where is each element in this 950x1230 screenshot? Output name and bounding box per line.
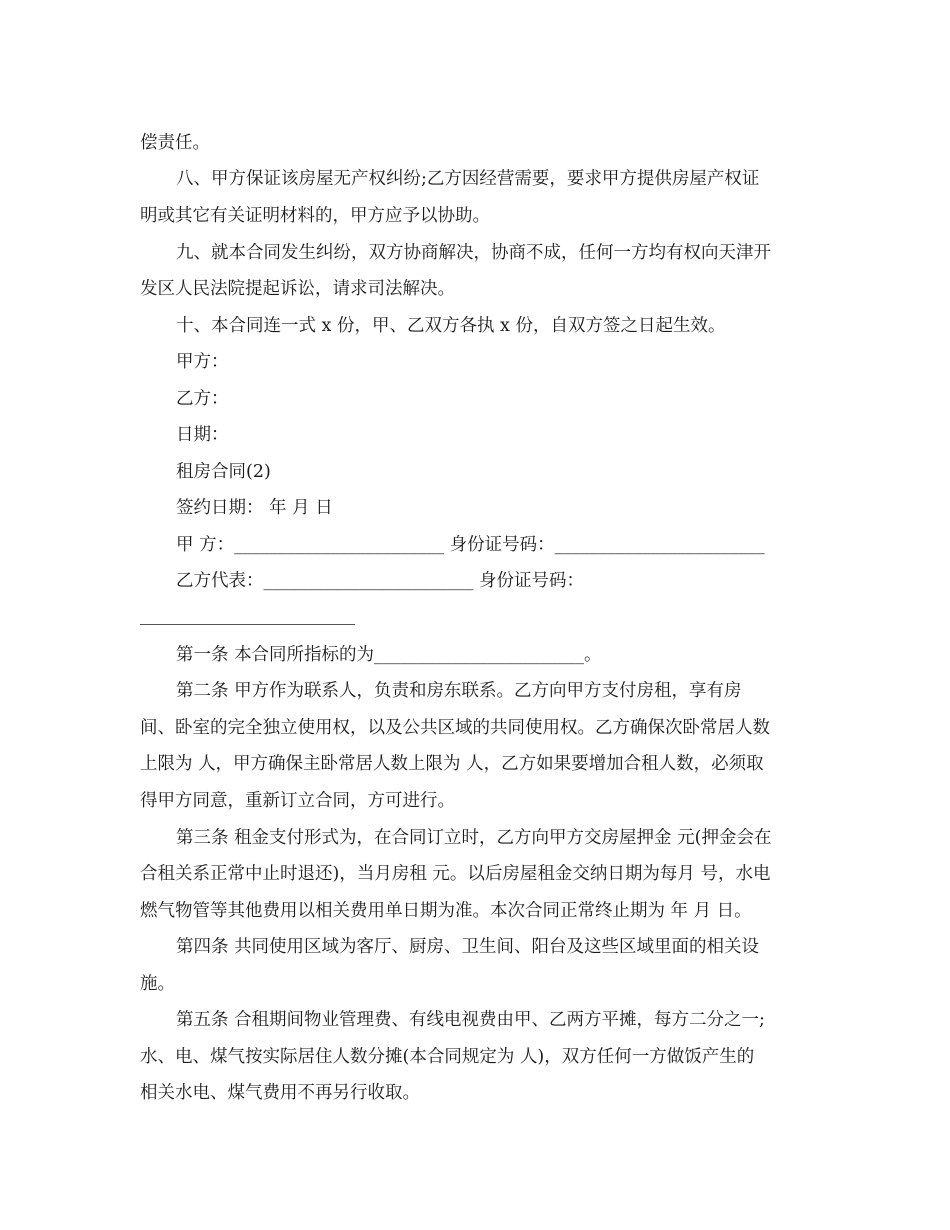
blank-underline [140,624,355,625]
party-b-label: 乙方： [176,389,229,409]
article-3-line-3: 燃气物管等其他费用以相关费用单日期为准。本次合同正常终止期为 年 月 日。 [140,901,752,921]
article-2-line-1: 第二条 甲方作为联系人，负责和房东联系。乙方向甲方支付房租，享有房 [176,681,742,701]
article-4-line-1: 第四条 共同使用区域为客厅、厨房、卫生间、阳台及这些区域里面的相关设 [176,937,760,957]
clause-8-line-1: 八、甲方保证该房屋无产权纠纷;乙方因经营需要，要求甲方提供房屋产权证 [176,169,760,189]
clause-8-line-2: 明或其它有关证明材料的，甲方应予以协助。 [140,206,490,226]
article-2-line-3: 上限为 人，甲方确保主卧常居人数上限为 人，乙方如果要增加合租人数，必须取 [140,754,764,774]
party-b-rep-line: 乙方代表：________________________ 身份证号码： [176,571,585,591]
clause-10: 十、本合同连一式 x 份，甲、乙双方各执 x 份，自双方签之日起生效。 [176,316,726,336]
article-3-line-2: 合租关系正常中止时退还)，当月房租 元。以后房屋租金交纳日期为每月 号，水电 [140,864,771,884]
article-2-line-2: 间、卧室的完全独立使用权，以及公共区域的共同使用权。乙方确保次卧常居人数 [140,718,770,738]
clause-9-line-1: 九、就本合同发生纠纷，双方协商解决，协商不成，任何一方均有权向天津开 [176,243,771,263]
party-a-label: 甲方： [176,352,229,372]
contract-heading: 租房合同(2) [176,462,271,482]
article-5-line-2: 水、电、煤气按实际居住人数分摊(本合同规定为 人)，双方任何一方做饭产生的 [140,1047,755,1067]
party-a-id-line: 甲 方：________________________ 身份证号码：________________________ [176,535,765,555]
article-4-line-2: 施。 [140,974,175,994]
article-2-line-4: 得甲方同意，重新订立合同，方可进行。 [140,791,455,811]
text-line: 偿责任。 [140,133,210,153]
article-1: 第一条 本合同所指标的为________________________。 [176,645,602,665]
article-3-line-1: 第三条 租金支付形式为，在合同订立时，乙方向甲方交房屋押金 元(押金会在 [176,828,772,848]
clause-9-line-2: 发区人民法院提起诉讼，请求司法解决。 [140,279,455,299]
date-label: 日期： [176,425,229,445]
article-5-line-3: 相关水电、煤气费用不再另行收取。 [140,1083,420,1103]
signing-date: 签约日期： 年 月 日 [176,498,333,518]
article-5-line-1: 第五条 合租期间物业管理费、有线电视费由甲、乙两方平摊，每方二分之一; [176,1010,765,1030]
